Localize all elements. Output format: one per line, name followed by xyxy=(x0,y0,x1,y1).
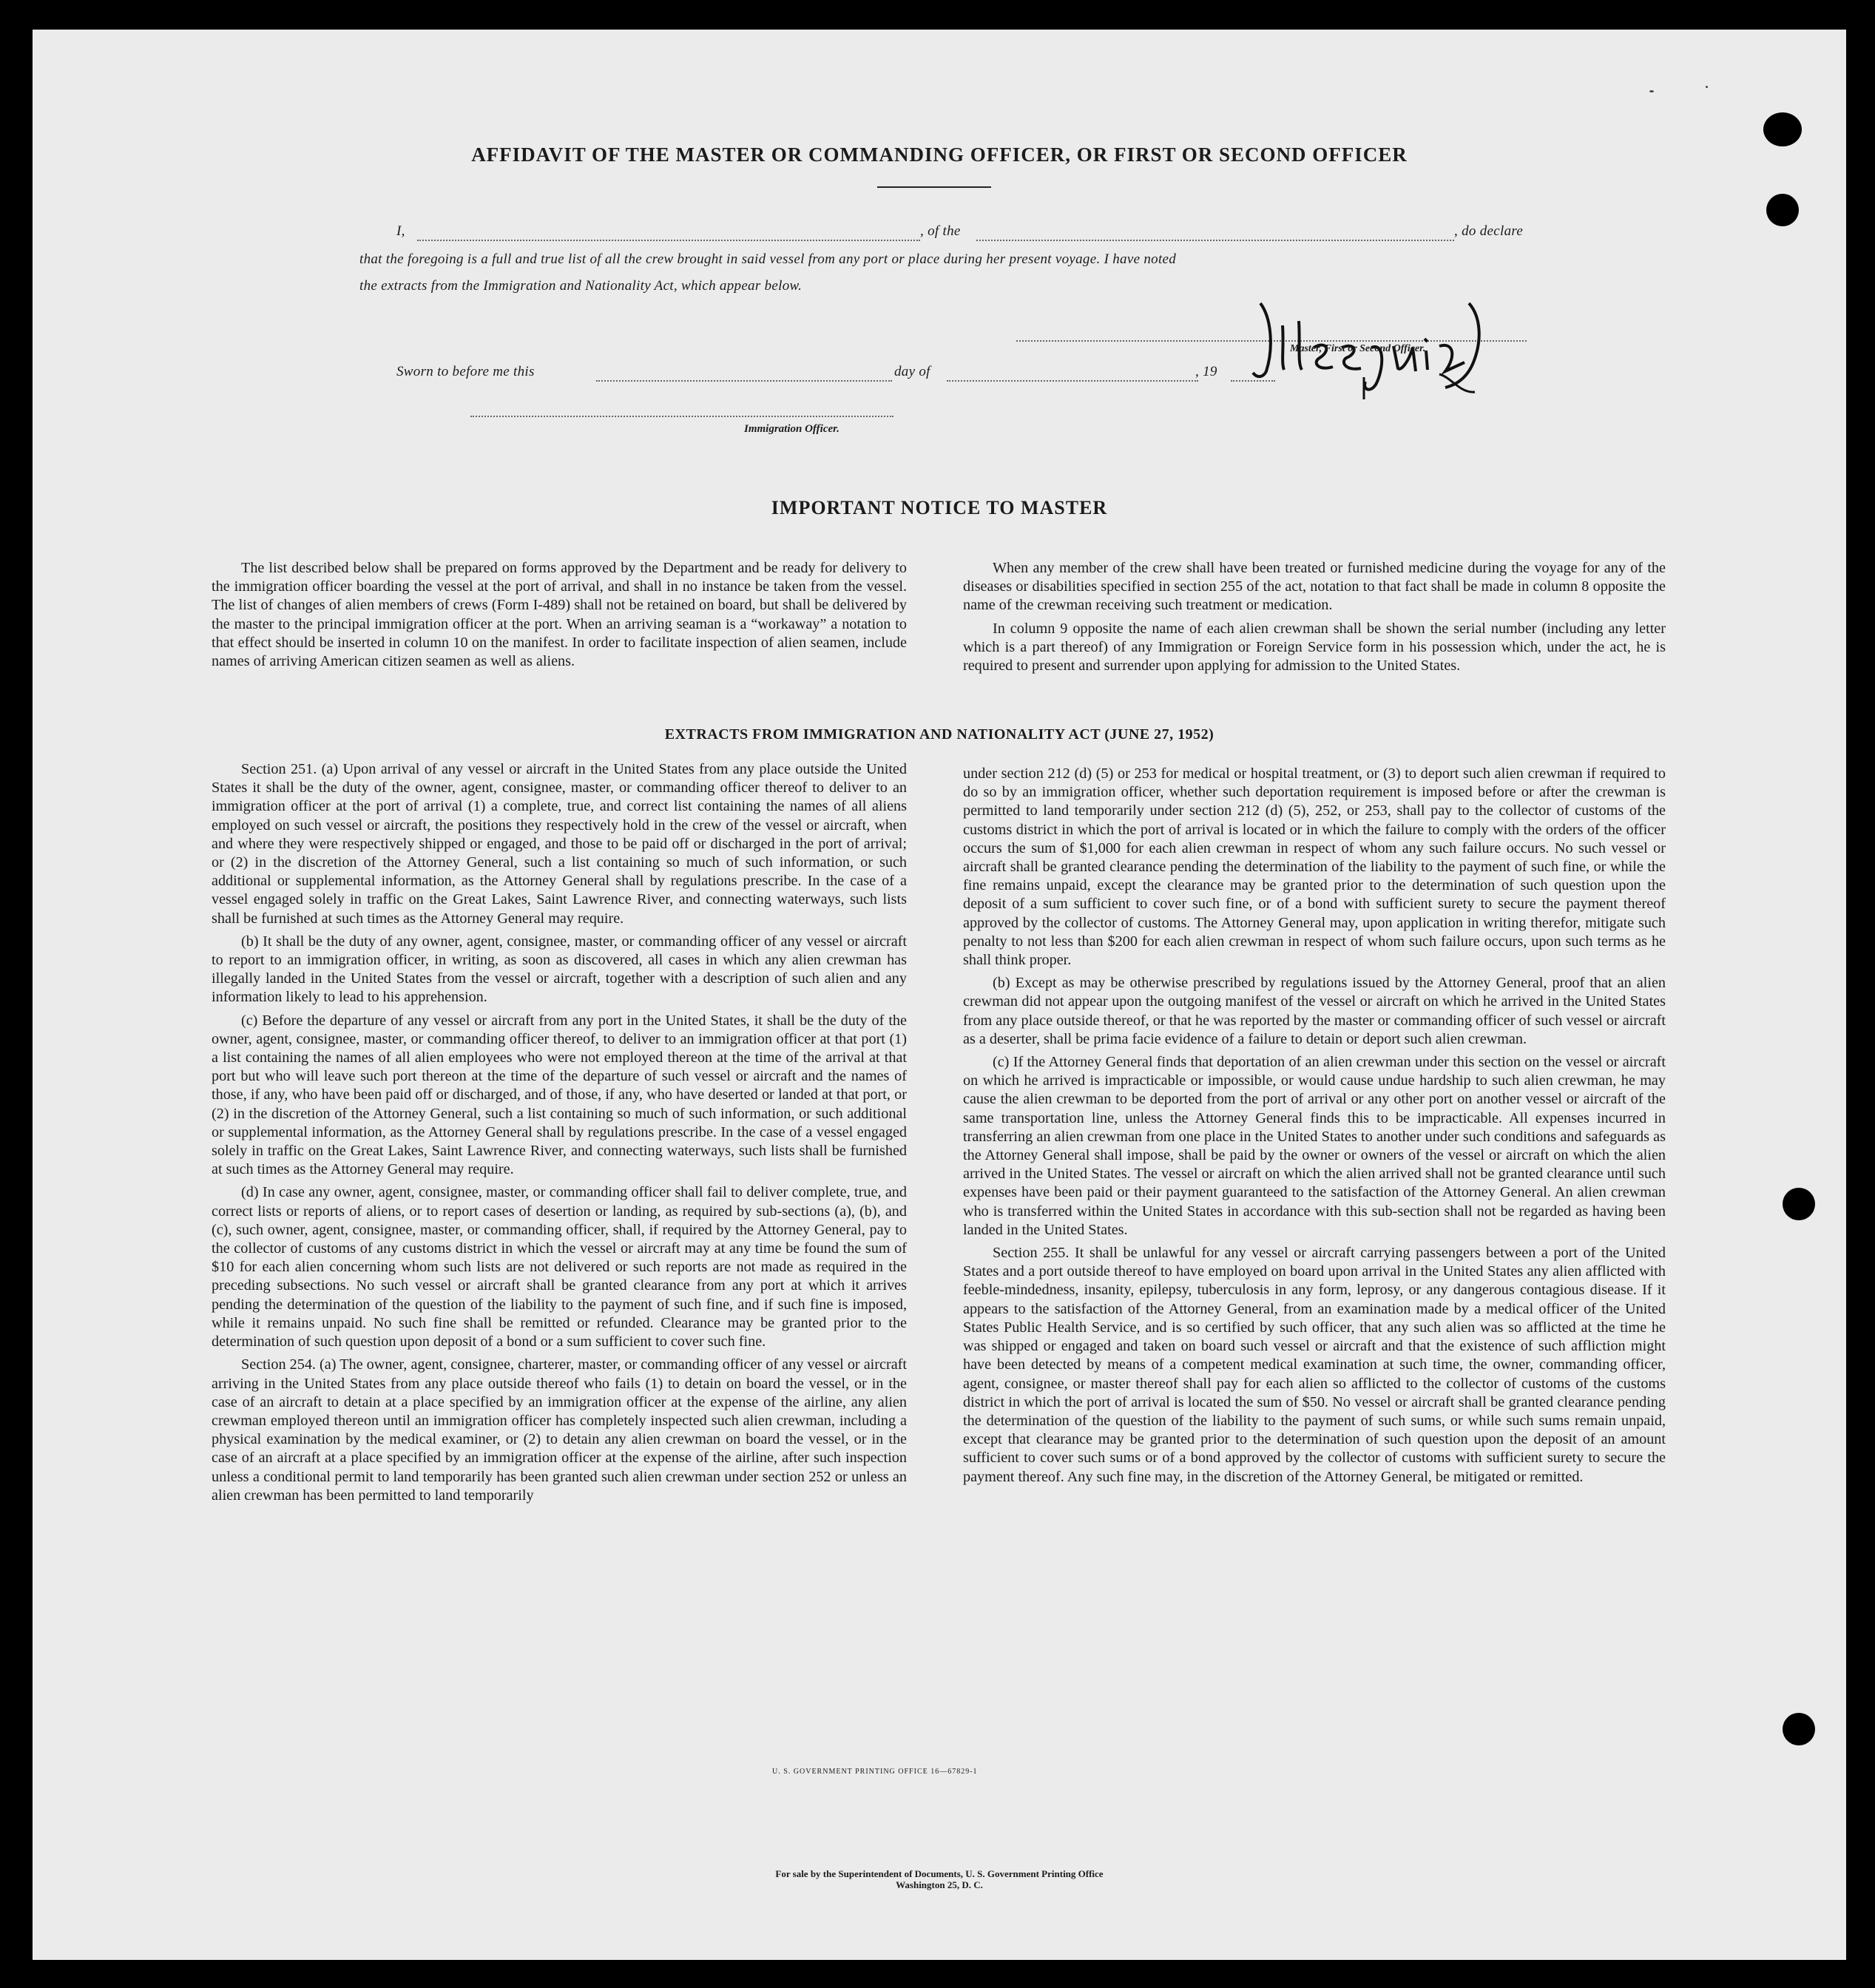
sworn-month-blank[interactable] xyxy=(947,380,1198,382)
decl-do-declare-label: , do declare xyxy=(1454,223,1524,239)
section-255: Section 255. It shall be unlawful for any vessel or aircraft carrying passengers between a port of the United States and a port outside thereof to have employed on board upon arrival in the United States any alien afflicted with feeble-mindedness, insanity, epilepsy, tuberculosis in any form, leprosy, or any dangerous contagious disease. If it appears to the satisfaction of the Attorney General, from an examination made by a medical officer of the United States Public Health Service, and is so certified by such officer, that any such alien was so afflicted at the time he was shipped or engaged and taken on board such vessel or aircraft and that the existence of such affliction might have been detected by means of a competent medical examination at such time, the owner, commanding officer, agent, consignee, or master thereof shall pay for each alien so afflicted to the collector of customs of the customs district in which the port of arrival is located the sum of $50. No vessel or aircraft shall be granted clearance pending the determination of the question of the liability to the payment of such sums, or while such sums remain unpaid, except that clearance may be granted prior to the determination of such question upon the deposit of an amount sufficient to cover such sums or of a bond approved by the collector of customs with sufficient surety to secure the payment thereof. Any such fine may, in the discretion of the Attorney General, be mitigated or remitted. xyxy=(963,1245,1666,1485)
notice-left-column xyxy=(212,559,907,675)
section-251-a: Section 251. (a) Upon arrival of any vessel or aircraft in the United States from any place outside the United States it shall be the duty of the owner, agent, consignee, master, or commanding officer thereof to deliver to an immigration officer at the port of arrival (1) a complete, true, and correct list containing the names of all aliens employed on such vessel or aircraft, the positions they respectively hold in the crew of the vessel or aircraft, when and where they were respectively shipped or engaged, and those to be paid off or discharged in the port of arrival; or (2) in the discretion of the Attorney General, such a list containing so much of such information, or such additional or supplemental information, as the Attorney General shall by regulations prescribe. In the case of a vessel engaged solely in traffic on the Great Lakes, Saint Lawrence River, and connecting waterways, such lists shall be furnished at such times as the Attorney General may require. xyxy=(212,761,907,927)
affidavit-title: AFFIDAVIT OF THE MASTER OR COMMANDING OFFICER, OR FIRST OR SECOND OFFICER xyxy=(471,143,1408,166)
sale-line: For sale by the Superintendent of Documents, U. S. Government Printing Office xyxy=(775,1868,1104,1879)
decl-i-label: I, xyxy=(396,223,405,239)
extracts-left-column xyxy=(212,760,907,1509)
section-254-a-continued: under section 212 (d) (5) or 253 for medical or hospital treatment, or (3) to deport such alien crewman if required to do so by an immigration officer, whether such deportation requirement is imposed before or after the crewman is permitted to land temporarily under section 212 (d) (5), 252, or 253, shall pay to the collector of customs of the customs district in which the port of arrival is located or in which the failure to comply with the orders of the officer occurs the sum of $1,000 for each alien crewman in respect of whom any such failure occurs. No such vessel or aircraft shall be granted clearance pending the determination of the liability to the payment of such fine, or while the fine remains unpaid, except the clearance may be granted prior to the determination of such question upon the deposit of a sum sufficient to cover such fine, or of a bond with sufficient surety to secure the payment thereof approved by the collector of customs. The Attorney General may, upon application in writing therefor, mitigate such penalty to not less than $200 for each alien crewman in respect of whom such failure occurs, upon such terms as he shall think proper. xyxy=(963,765,1666,969)
binder-hole xyxy=(1766,194,1799,226)
binder-hole xyxy=(1783,1713,1815,1745)
vessel-blank[interactable] xyxy=(976,240,1454,241)
section-251-d: (d) In case any owner, agent, consignee, master, or commanding officer shall fail to deliver complete, true, and correct lists or reports of aliens, or to report cases of desertion or landing, as required by sub-sections (a), (b), and (c), such owner, agent, consignee, master, or commanding officer, shall, if required by the Attorney General, pay to the collector of customs of any customs district in which the vessel or aircraft may at any time be found the sum of $10 for each alien concerning whom such lists are not delivered or such reports are not made as required in the preceding subsections. No such vessel or aircraft shall be granted clearance from any port at which it arrives pending the determination of the question of the liability to the payment of such fine, and if such fine is imposed, while it remains unpaid. No such fine shall be remitted or refunded. Clearance may be granted prior to the determination of such question upon deposit of a bond or a sum sufficient to cover such fine. xyxy=(212,1184,907,1350)
notice-heading: IMPORTANT NOTICE TO MASTER xyxy=(771,497,1108,518)
section-251-c: (c) Before the departure of any vessel or aircraft from any port in the United States, it shall be the duty of the owner, agent, consignee, master, or commanding officer thereof, to deliver to an immigration officer at that port (1) a list containing the names of all alien employees who were not employed thereon at the time of the arrival at that port but who will leave such port thereon at the time of the departure of such vessel or aircraft and the names of those, if any, who have been paid off or discharged, and of those, if any, who have deserted or landed at that port, or (2) in the discretion of the Attorney General, such a list containing so much of such information, or such additional or supplemental information, as the Attorney General shall by regulations prescribe. In the case of a vessel engaged solely in traffic on the Great Lakes, Saint Lawrence River, and connecting waterways, such lists shall be furnished at such times as the Attorney General may require. xyxy=(212,1012,907,1178)
signature-caption: Master, First or Second Officer. xyxy=(1290,343,1426,354)
form-page xyxy=(33,30,1846,1960)
gpo-imprint: U. S. GOVERNMENT PRINTING OFFICE 16—67829-1 xyxy=(772,1768,978,1776)
notice-right-paragraph-1: When any member of the crew shall have been treated or furnished medicine during the voyage for any of the diseases or disabilities specified in section 255 of the act, notation to that fact shall be made in column 8 opposite the name of the crewman receiving such treatment or medication. xyxy=(963,560,1666,614)
sale-notice xyxy=(33,1868,1846,1890)
city-line: Washington 25, D. C. xyxy=(896,1879,983,1890)
notice-right-column xyxy=(963,559,1666,680)
sworn-label: Sworn to before me this xyxy=(396,364,535,379)
immigration-officer-label: Immigration Officer. xyxy=(744,423,839,435)
title-rule xyxy=(877,186,991,188)
binder-hole xyxy=(1763,112,1802,146)
immigration-officer-signature-line xyxy=(470,416,893,417)
speck xyxy=(1706,86,1708,88)
decl-of-the-label: , of the xyxy=(920,223,961,239)
section-251-b: (b) It shall be the duty of any owner, agent, consignee, master, or commanding officer of any vessel or aircraft to report to an immigration officer, in writing, as soon as discovered, all cases in which any alien crewman has illegally landed in the United States from the vessel or aircraft, together with a description of such alien and any information likely to lead to his apprehension. xyxy=(212,933,907,1006)
extracts-heading: EXTRACTS FROM IMMIGRATION AND NATIONALITY ACT (JUNE 27, 1952) xyxy=(664,726,1214,743)
binder-hole xyxy=(1783,1188,1815,1220)
section-254-c: (c) If the Attorney General finds that deportation of an alien crewman under this section on the vessel or aircraft on which he arrived is impracticable or impossible, or would cause undue hardship to such alien crewman, he may cause the alien crewman to be deported from the port of arrival or any other port on another vessel or aircraft of the same transportation line, unless the Attorney General finds this to be impracticable. All expenses incurred in transferring an alien crewman from one place in the United States to another under such conditions and safeguards as the Attorney General shall impose, shall be paid by the owner or owners of the vessel or aircraft on which the alien arrived in the United States. The vessel or aircraft on which the alien arrived shall not be granted clearance until such expenses have been paid or their payment guaranteed to the satisfaction of the Attorney General. An alien crewman who is transferred within the United States in accordance with this sub-section shall not be regarded as having been landed in the United States. xyxy=(963,1054,1666,1238)
year-blank[interactable] xyxy=(1231,380,1275,382)
day-of-label: day of xyxy=(894,364,930,379)
decl-line-3: the extracts from the Immigration and Nationality Act, which appear below. xyxy=(359,278,803,294)
section-254-b: (b) Except as may be otherwise prescribed by regulations issued by the Attorney General, proof that an alien crewman did not appear upon the outgoing manifest of the vessel or aircraft on which he arrived in the United States from any place outside thereof, or that he was reported by the master or commanding officer of such vessel or aircraft as a deserter, shall be prima facie evidence of a failure to detain or deport such alien crewman. xyxy=(963,975,1666,1047)
notice-right-paragraph-2: In column 9 opposite the name of each alien crewman shall be shown the serial number (including any letter which is a part thereof) of any Immigration or Foreign Service form in his possession which, under the act, he is required to present and surrender upon applying for admission to the United States. xyxy=(963,620,1666,674)
speck xyxy=(1649,90,1654,92)
decl-line-2: that the foregoing is a full and true list of all the crew brought in said vessel from any port or place during her present voyage. I have noted xyxy=(359,251,1177,267)
notice-left-paragraph: The list described below shall be prepared on forms approved by the Department and be ready for delivery to the immigration officer boarding the vessel at the port of arrival, and shall in no instance be taken from the vessel. The list of changes of alien members of crews (Form I-489) shall not be retained on board, but shall be delivered by the master to the principal immigration officer at the port. When an arriving seaman is a “workaway” a notation to that effect should be inserted in column 10 on the manifest. In order to facilitate inspection of alien seamen, include names of arriving American citizen seamen as well as aliens. xyxy=(212,560,907,670)
name-blank[interactable] xyxy=(417,240,920,241)
year-prefix-label: , 19 xyxy=(1195,364,1217,379)
extracts-right-column xyxy=(963,765,1666,1491)
handwritten-signature xyxy=(1231,274,1541,399)
sworn-day-blank[interactable] xyxy=(596,380,892,382)
section-254-a: Section 254. (a) The owner, agent, consignee, charterer, master, or commanding officer of any vessel or aircraft arriving in the United States from any place outside thereof who fails (1) to detain on board the vessel, or in the case of an aircraft to detain at a place specified by an immigration officer at the expense of the airline, any alien crewman employed thereon until an immigration officer has completely inspected such alien crewman, including a physical examination by the medical examiner, or (2) to detain any alien crewman on board the vessel, or in the case of an aircraft at a place specified by an immigration officer at the expense of the airline, after such inspection unless a conditional permit to land temporarily has been granted such alien crewman under section 252 or unless an alien crewman has been permitted to land temporarily xyxy=(212,1356,907,1504)
